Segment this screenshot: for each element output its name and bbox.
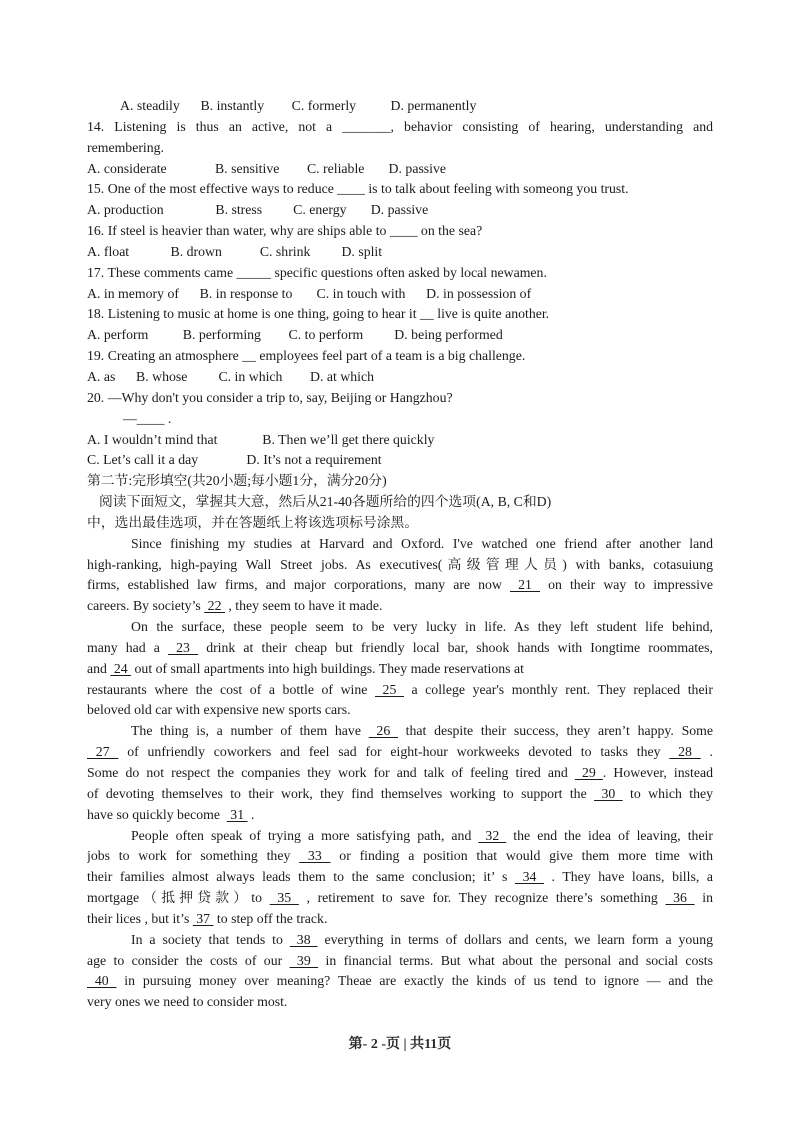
- text-line: Some do not respect the companies they work for and talk of feeling tired and 29 . However, instead: [87, 765, 713, 780]
- text-line: restaurants where the cost of a bottle of wine 25 a college year's monthly rent. They replaced their: [87, 681, 713, 697]
- text-line: 40 in pursuing money over meaning? Theae are exactly the kinds of us tend to ignore — and the: [87, 973, 713, 989]
- text-line: C. Let’s call it a day D. It’s not a requirement: [87, 452, 382, 468]
- numbered-blank: 38: [289, 931, 318, 947]
- text-line: The thing is, a number of them have 26 that despite their success, they aren’t happy. Some: [131, 723, 713, 739]
- text-line: 18. Listening to music at home is one thing, going to hear it __ live is quite another.: [87, 306, 550, 322]
- text-line: 中，选出最佳选项，并在答题纸上将该选项标号涂黑。: [87, 514, 419, 530]
- numbered-blank: 21: [510, 577, 540, 593]
- text-line: firms, established law firms, and major corporations, many are now 21 on their way to impressive: [87, 577, 713, 593]
- text-line: 17. These comments came _____ specific questions often asked by local newamen.: [87, 264, 547, 280]
- numbered-blank: 35: [269, 890, 299, 906]
- text-line: and 24 out of small apartments into high buildings. They made reservations at: [87, 660, 524, 676]
- numbered-blank: 29: [574, 765, 603, 780]
- text-line: In a society that tends to 38 everything in terms of dollars and cents, we learn form a young: [131, 931, 713, 947]
- text-line: Since finishing my studies at Harvard and Oxford. I've watched one friend after another land: [131, 535, 713, 551]
- text-line: 第二节:完形填空(共20小题;每小题1分，满分20分): [87, 473, 387, 489]
- text-line: remembering.: [87, 139, 165, 155]
- text-line: 20. —Why don't you consider a trip to, say, Beijing or Hangzhou?: [87, 389, 453, 405]
- numbered-blank: 26: [368, 723, 398, 739]
- page-footer: [87, 1033, 713, 1053]
- text-line: have so quickly become 31 .: [87, 806, 255, 822]
- numbered-blank: 23: [168, 639, 199, 655]
- numbered-blank: 24: [110, 660, 132, 676]
- text-line: beloved old car with expensive new sports cars.: [87, 702, 351, 718]
- text-line: A. considerate B. sensitive C. reliable D. passive: [87, 160, 447, 176]
- text-line: 16. If steel is heavier than water, why are ships able to ____ on the sea?: [87, 223, 483, 239]
- numbered-blank: 33: [299, 848, 331, 864]
- text-line: age to consider the costs of our 39 in financial terms. But what about the personal and social costs: [87, 952, 713, 968]
- numbered-blank: 30: [594, 785, 623, 801]
- numbered-blank: 32: [478, 827, 507, 843]
- text-line: many had a 23 drink at their cheap but friendly local bar, shook hands with Iongtime roommates,: [87, 639, 713, 655]
- text-line: A. in memory of B. in response to C. in touch with D. in possession of: [87, 285, 532, 301]
- text-line: A. float B. drown C. shrink D. split: [87, 243, 383, 259]
- text-line: 15. One of the most effective ways to reduce ____ is to talk about feeling with someong you trust.: [87, 181, 629, 197]
- text-line: careers. By society’s 22 , they seem to have it made.: [87, 598, 383, 614]
- text-line: jobs to work for something they 33 or finding a position that would give them more time with: [87, 848, 713, 864]
- text-line: 14. Listening is thus an active, not a _______, behavior consisting of hearing, understanding and: [87, 118, 713, 134]
- numbered-blank: 39: [289, 952, 319, 968]
- numbered-blank: 25: [374, 681, 404, 697]
- text-line: A. as B. whose C. in which D. at which: [87, 368, 375, 384]
- numbered-blank: 40: [87, 973, 117, 989]
- text-line: their lices , but it’s 37 to step off the track.: [87, 910, 328, 926]
- numbered-blank: 22: [204, 598, 225, 614]
- text-line: On the surface, these people seem to be very lucky in life. As they left student life behind,: [131, 619, 713, 635]
- text-line: A. production B. stress C. energy D. passive: [87, 202, 429, 218]
- text-line: mortgage（抵押贷款）to 35 , retirement to save for. They recognize there’s something 36 in: [87, 890, 713, 906]
- text-line: A. steadily B. instantly C. formerly D. permanently: [120, 98, 477, 113]
- text-line: high-ranking, high-paying Wall Street jobs. As executives(高级管理人员) with banks, cotasuiung: [87, 556, 713, 572]
- page-text: [87, 96, 713, 1013]
- numbered-blank: 27: [87, 744, 119, 760]
- text-line: their families almost always leads them to the same conclusion; it’ s 34 . They have loans, bills, a: [87, 869, 713, 885]
- text-line: People often speak of trying a more satisfying path, and 32 the end the idea of leaving, their: [131, 827, 713, 843]
- numbered-blank: 34: [514, 869, 544, 885]
- text-line: —____ .: [123, 410, 172, 426]
- numbered-blank: 37: [192, 910, 214, 926]
- text-line: 19. Creating an atmosphere __ employees feel part of a team is a big challenge.: [87, 348, 526, 364]
- text-line: A. perform B. performing C. to perform D. being performed: [87, 327, 503, 343]
- page-number-label: 第- 2 -页 | 共11页: [348, 1037, 452, 1053]
- numbered-blank: 28: [669, 744, 701, 760]
- text-line: A. I wouldn’t mind that B. Then we’ll get there quickly: [87, 431, 435, 447]
- text-line: 27 of unfriendly coworkers and feel sad for eight-hour workweeks devoted to tasks they 28 .: [87, 744, 713, 760]
- numbered-blank: 36: [665, 890, 695, 906]
- text-line: very ones we need to consider most.: [87, 994, 288, 1010]
- text-line: of devoting themselves to their work, they find themselves working to support the 30 to which they: [87, 785, 713, 801]
- text-line: 阅读下面短文，掌握其大意，然后从21-40各题所给的四个选项(A, B, C和D): [99, 494, 552, 510]
- numbered-blank: 31: [226, 806, 248, 822]
